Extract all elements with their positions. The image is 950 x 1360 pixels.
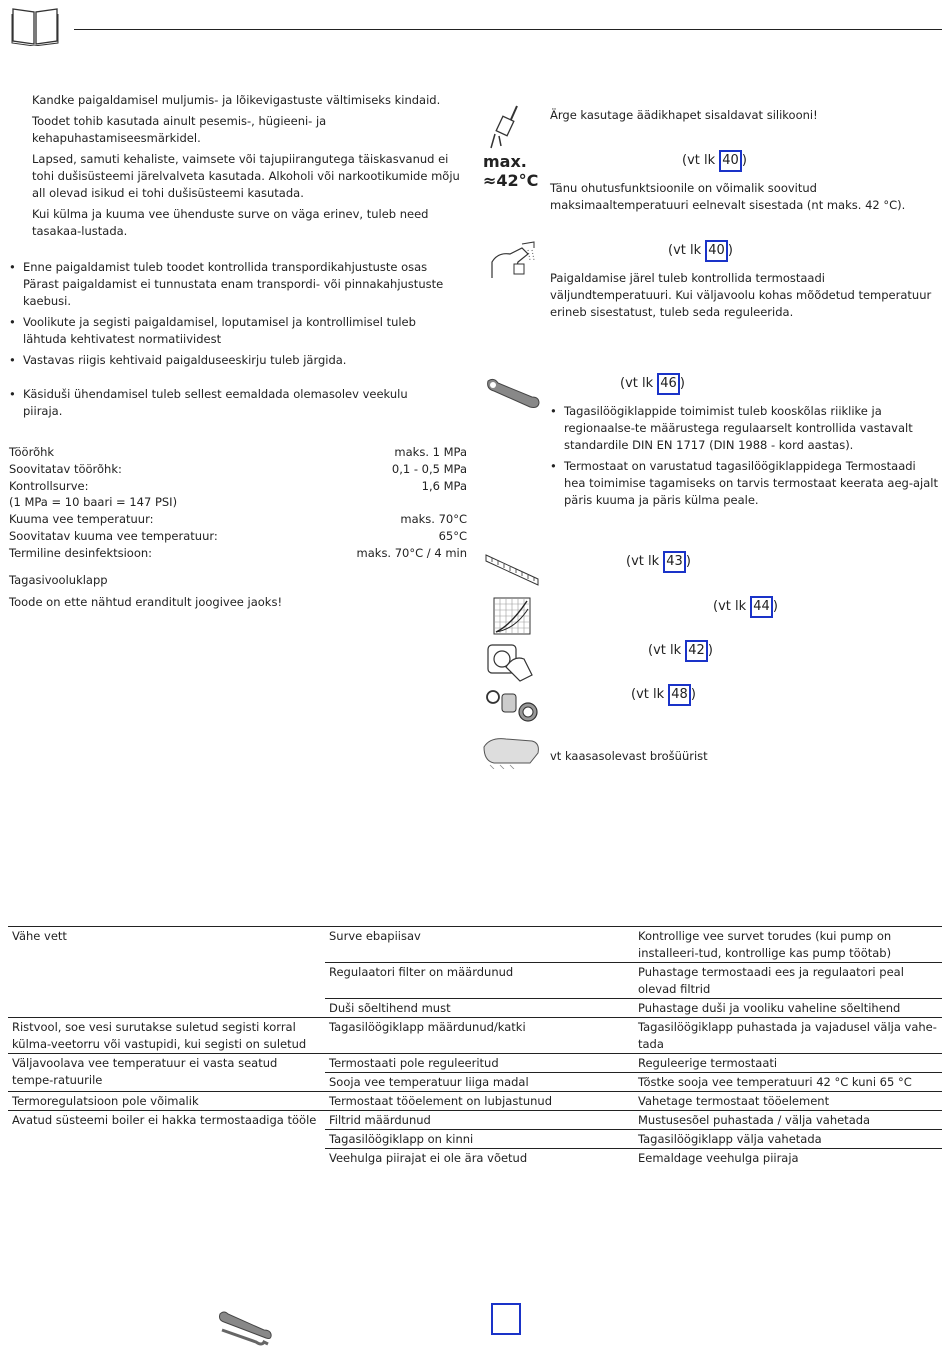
safety-paragraph: Kui külma ja kuuma vee ühenduste surve on väga erinev, tuleb need tasakaa-lustada. bbox=[32, 207, 429, 238]
handshower-note bbox=[9, 386, 449, 424]
drinking-water-note: Toode on ette nähtud eranditult joogivee jaoks! bbox=[9, 595, 283, 609]
cause-cell: Regulaatori filter on määrdunud bbox=[325, 963, 634, 999]
thermostat-check-text: Paigaldamise järel tuleb kontrollida termostaadi väljundtemperatuuri. Kui väljavoolu kohas mõõdetud temperatuur erineb sisestatust, tuleb seda reguleerida. bbox=[550, 271, 932, 319]
spec-row: Soovitatav töörõhk: 0,1 - 0,5 MPa bbox=[9, 461, 467, 476]
page-reference: (vt lk 43 ) bbox=[626, 551, 691, 573]
backflow-label: Tagasivooluklapp bbox=[9, 573, 108, 587]
page-link[interactable]: 43 bbox=[663, 551, 686, 573]
safety-paragraph: Toodet tohib kasutada ainult pesemis-, hügieeni- ja kehapuhastamiseesmärkidel. bbox=[32, 114, 327, 145]
fix-cell: Vahetage termostaat tööelement bbox=[634, 1092, 942, 1111]
safety-paragraph: Lapsed, samuti kehaliste, vaimsete või tajupiirangutega täiskasvanud ei tohi dušisüsteemi järelvalveta kasutada. Alkoholi või narkootikumide mõju all olevad isikud ei tohi dušisüsteemi kasutada. bbox=[32, 152, 460, 200]
fix-cell: Puhastage duši ja vooliku vaheline sõeltihend bbox=[634, 999, 942, 1018]
cause-cell: Surve ebapiisav bbox=[325, 927, 634, 963]
fix-cell: Puhastage termostaadi ees ja regulaatori peal olevad filtrid bbox=[634, 963, 942, 999]
spare-parts-icon bbox=[484, 686, 542, 724]
fix-cell: Kontrollige vee survet torudes (kui pump on installeeri-tud, kontrollige kas pump töötab) bbox=[634, 927, 942, 963]
maintenance-bullet: • Termostaat on varustatud tagasilöögiklappidega Termostaadi hea toimimise tagamiseks on tarvis termostaat keerata aeg-ajalt päris kuuma ja päris külma peale. bbox=[550, 458, 938, 509]
spec-row: Soovitatav kuuma vee temperatuur: 65°C bbox=[9, 528, 467, 543]
problem-cell: Ristvool, soe vesi surutakse suletud segisti korral külma-veetorru või vastupidi, kui segisti on suletud bbox=[8, 1018, 325, 1054]
silicone-gun-icon bbox=[487, 104, 527, 150]
maintenance-notes bbox=[550, 403, 938, 513]
fix-cell: Eemaldage veehulga piiraja bbox=[634, 1149, 942, 1168]
fix-cell: Tõstke sooja vee temperatuuri 42 °C kuni 65 °C bbox=[634, 1073, 942, 1092]
safety-function-text: Tänu ohutusfunktsioonile on võimalik soovitud maksimaaltemperatuuri eelnevalt sisestada (nt maks. 42 °C). bbox=[550, 181, 906, 212]
spec-row: (1 MPa = 10 baari = 147 PSI) bbox=[9, 495, 178, 510]
problem-cell: Väljavoolava vee temperatuur ei vasta seatud tempe-ratuurile bbox=[8, 1054, 325, 1092]
spec-row: Termiline desinfektsioon: maks. 70°C / 4 min bbox=[9, 545, 467, 560]
knob-adjust-icon bbox=[486, 641, 536, 683]
page-reference: (vt lk 48 ) bbox=[631, 684, 696, 706]
book-icon bbox=[10, 6, 60, 46]
page-link[interactable]: 44 bbox=[750, 596, 773, 618]
spec-row: Töörõhk maks. 1 MPa bbox=[9, 445, 467, 459]
page-link[interactable]: 42 bbox=[685, 640, 708, 662]
fix-cell: Tagasilöögiklapp välja vahetada bbox=[634, 1130, 942, 1149]
handshower-bullet: • Käsiduši ühendamisel tuleb sellest eemaldada olemasolev veekulu piiraja. bbox=[9, 386, 449, 420]
temperature-label: ≈42°C bbox=[483, 171, 539, 190]
max-label: max. bbox=[483, 152, 527, 171]
page-link[interactable]: 46 bbox=[657, 373, 680, 395]
safety-paragraph: Kandke paigaldamisel muljumis- ja lõikevigastuste vältimiseks kindaid. bbox=[32, 93, 441, 107]
cause-cell: Sooja vee temperatuur liiga madal bbox=[325, 1073, 634, 1092]
page-link[interactable]: 40 bbox=[705, 240, 728, 262]
install-bullet: • Vastavas riigis kehtivaid paigalduseeskirju tuleb järgida. bbox=[9, 352, 449, 369]
page-reference: (vt lk 40 ) bbox=[682, 150, 747, 172]
fix-cell: Reguleerige termostaati bbox=[638, 1056, 778, 1070]
page-reference: (vt lk 46 ) bbox=[620, 373, 685, 395]
cleaning-hand-icon bbox=[482, 733, 542, 769]
thermometer-check-icon bbox=[488, 240, 538, 280]
technical-specs bbox=[9, 444, 467, 562]
page-reference: (vt lk 42 ) bbox=[648, 640, 713, 662]
flow-diagram-icon bbox=[493, 597, 531, 635]
install-notes bbox=[9, 259, 449, 373]
page-link[interactable]: 48 bbox=[668, 684, 691, 706]
silicone-warning: Ärge kasutage äädikhapet sisaldavat silikooni! bbox=[550, 108, 818, 122]
header-rule bbox=[74, 29, 942, 30]
safety-notes bbox=[32, 92, 472, 244]
problem-cell: Termoregulatsioon pole võimalik bbox=[8, 1092, 325, 1111]
problem-cell: Avatud süsteemi boiler ei hakka termostaadiga tööle bbox=[12, 1113, 317, 1127]
wrench-icon bbox=[484, 375, 542, 411]
install-bullet: • Enne paigaldamist tuleb toodet kontrollida transpordikahjustuste osas Pärast paigaldamist ei tunnustata enam transpordi- või pinnakahjustuste kaebusi. bbox=[9, 259, 449, 310]
cause-cell: Filtrid määrdunud bbox=[329, 1113, 431, 1127]
cause-cell: Termostaati pole reguleeritud bbox=[329, 1056, 499, 1070]
problem-cell: Vähe vett bbox=[8, 927, 325, 1018]
cleaning-reference: vt kaasasolevast brošüürist bbox=[550, 749, 708, 763]
page-reference: (vt lk 40 ) bbox=[668, 240, 733, 262]
cause-cell: Tagasilöögiklapp määrdunud/katki bbox=[325, 1018, 634, 1054]
troubleshooting-table bbox=[8, 926, 942, 1167]
maintenance-bullet: • Tagasilöögiklappide toimimist tuleb kooskõlas riiklike ja regionaalse-te määrustega regulaarselt kontrollida vastavalt standardile DIN EN 1717 (DIN 1988 - kord aastas). bbox=[550, 403, 938, 454]
tools-icon bbox=[216, 1308, 274, 1348]
spec-row: Kontrollsurve: 1,6 MPa bbox=[9, 478, 467, 493]
spec-row: Kuuma vee temperatuur: maks. 70°C bbox=[9, 512, 467, 527]
fix-cell: Mustusesõel puhastada / välja vahetada bbox=[638, 1113, 871, 1127]
cause-cell: Duši sõeltihend must bbox=[325, 999, 634, 1018]
install-bullet: • Voolikute ja segisti paigaldamisel, loputamisel ja kontrollimisel tuleb lähtuda kehtivatest normatiividest bbox=[9, 314, 449, 348]
cause-cell: Veehulga piirajat ei ole ära võetud bbox=[325, 1149, 634, 1168]
cause-cell: Tagasilöögiklapp on kinni bbox=[325, 1130, 634, 1149]
fix-cell: Tagasilöögiklapp puhastada ja vajadusel välja vahe-tada bbox=[634, 1018, 942, 1054]
page-link[interactable]: 40 bbox=[719, 150, 742, 172]
page-reference: (vt lk 44 ) bbox=[713, 596, 778, 618]
cause-cell: Termostaat tööelement on lubjastunud bbox=[325, 1092, 634, 1111]
ruler-icon bbox=[484, 553, 540, 587]
page-number-link[interactable] bbox=[491, 1303, 521, 1335]
